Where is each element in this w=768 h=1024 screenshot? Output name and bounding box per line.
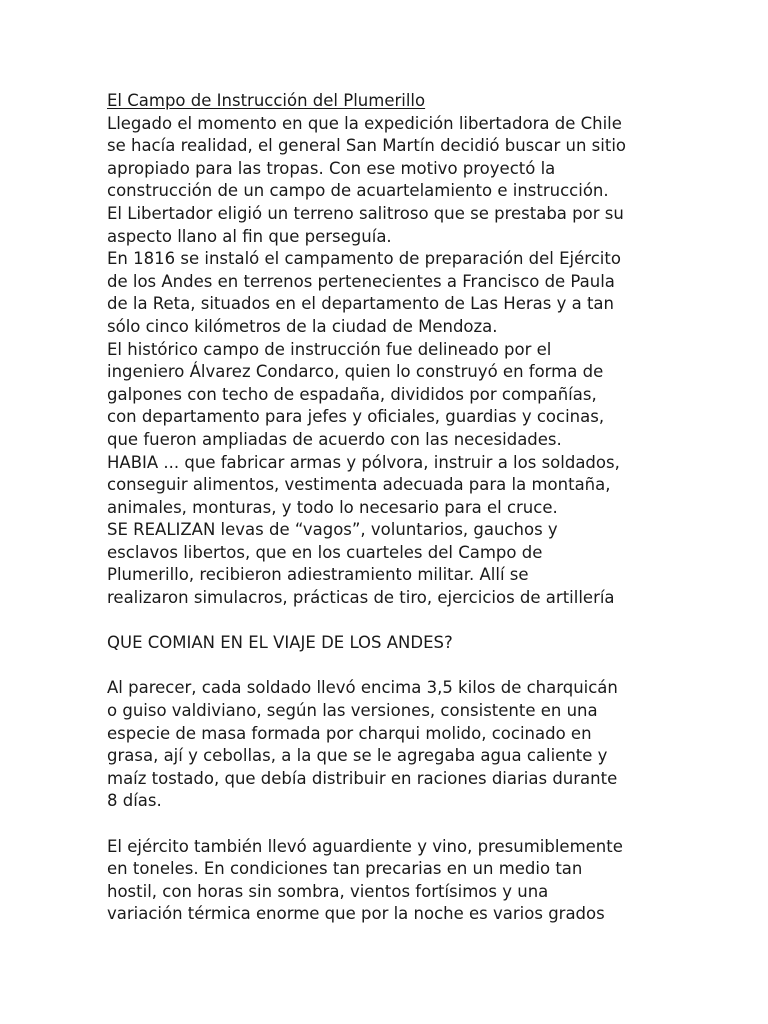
- text-line: hostil, con horas sin sombra, vientos fortísimos y una: [107, 881, 549, 901]
- blank-line: [107, 813, 727, 836]
- text-line: conseguir alimentos, vestimenta adecuada para la montaña,: [107, 475, 611, 495]
- paragraph-campo-historico: [107, 339, 727, 452]
- text-line: Al parecer, cada soldado llevó encima 3,5 kilos de charquicán: [107, 678, 618, 698]
- text-line: apropiado para las tropas. Con ese motivo proyectó la: [107, 158, 556, 178]
- blank-line: [107, 655, 727, 678]
- text-line: Plumerillo, recibieron adiestramiento militar. Allí se: [107, 565, 529, 585]
- text-line: se hacía realidad, el general San Martín decidió buscar un sitio: [107, 136, 626, 156]
- paragraph-habia: [107, 452, 727, 520]
- text-line: El Libertador eligió un terreno salitroso que se prestaba por su: [107, 203, 624, 223]
- text-line: HABIA ... que fabricar armas y pólvora, instruir a los soldados,: [107, 452, 620, 472]
- text-line: o guiso valdiviano, según las versiones, consistente en una: [107, 701, 598, 721]
- text-line: especie de masa formada por charqui molido, cocinado en: [107, 723, 592, 743]
- text-line: Llegado el momento en que la expedición libertadora de Chile: [107, 113, 622, 133]
- paragraph-charquican: [107, 677, 727, 813]
- document-page: [107, 90, 727, 926]
- blank-line: [107, 610, 727, 633]
- text-line: El histórico campo de instrucción fue delineado por el: [107, 339, 552, 359]
- text-line: de la Reta, situados en el departamento de Las Heras y a tan: [107, 294, 614, 314]
- paragraph-campo-intro: [107, 113, 727, 249]
- text-line: variación térmica enorme que por la noche es varios grados: [107, 904, 605, 924]
- paragraph-levas: [107, 519, 727, 609]
- text-line: galpones con techo de espadaña, divididos por compañías,: [107, 384, 597, 404]
- text-line: 8 días.: [107, 791, 162, 811]
- text-line: esclavos libertos, que en los cuarteles del Campo de: [107, 542, 543, 562]
- text-line: ingeniero Álvarez Condarco, quien lo construyó en forma de: [107, 362, 604, 382]
- text-line: maíz tostado, que debía distribuir en raciones diarias durante: [107, 768, 618, 788]
- text-line: de los Andes en terrenos pertenecientes a Francisco de Paula: [107, 271, 615, 291]
- text-line: construcción de un campo de acuartelamiento e instrucción.: [107, 181, 609, 201]
- text-line: realizaron simulacros, prácticas de tiro, ejercicios de artillería: [107, 588, 615, 608]
- text-line: aspecto llano al fin que perseguía.: [107, 226, 392, 246]
- text-line: SE REALIZAN levas de “vagos”, voluntarios, gauchos y: [107, 520, 558, 540]
- text-line: sólo cinco kilómetros de la ciudad de Mendoza.: [107, 316, 498, 336]
- document-title: El Campo de Instrucción del Plumerillo: [107, 91, 426, 110]
- text-line: En 1816 se instaló el campamento de preparación del Ejército: [107, 249, 621, 269]
- text-line: que fueron ampliadas de acuerdo con las necesidades.: [107, 429, 562, 449]
- paragraph-campamento-1816: [107, 248, 727, 338]
- text-line: animales, monturas, y todo lo necesario para el cruce.: [107, 497, 558, 517]
- text-line: El ejército también llevó aguardiente y vino, presumiblemente: [107, 836, 623, 856]
- text-line: en toneles. En condiciones tan precarias en un medio tan: [107, 859, 583, 879]
- section-heading: QUE COMIAN EN EL VIAJE DE LOS ANDES?: [107, 633, 453, 653]
- text-line: grasa, ají y cebollas, a la que se le agregaba agua caliente y: [107, 746, 608, 766]
- text-line: con departamento para jefes y oficiales, guardias y cocinas,: [107, 407, 605, 427]
- paragraph-aguardiente: [107, 836, 727, 926]
